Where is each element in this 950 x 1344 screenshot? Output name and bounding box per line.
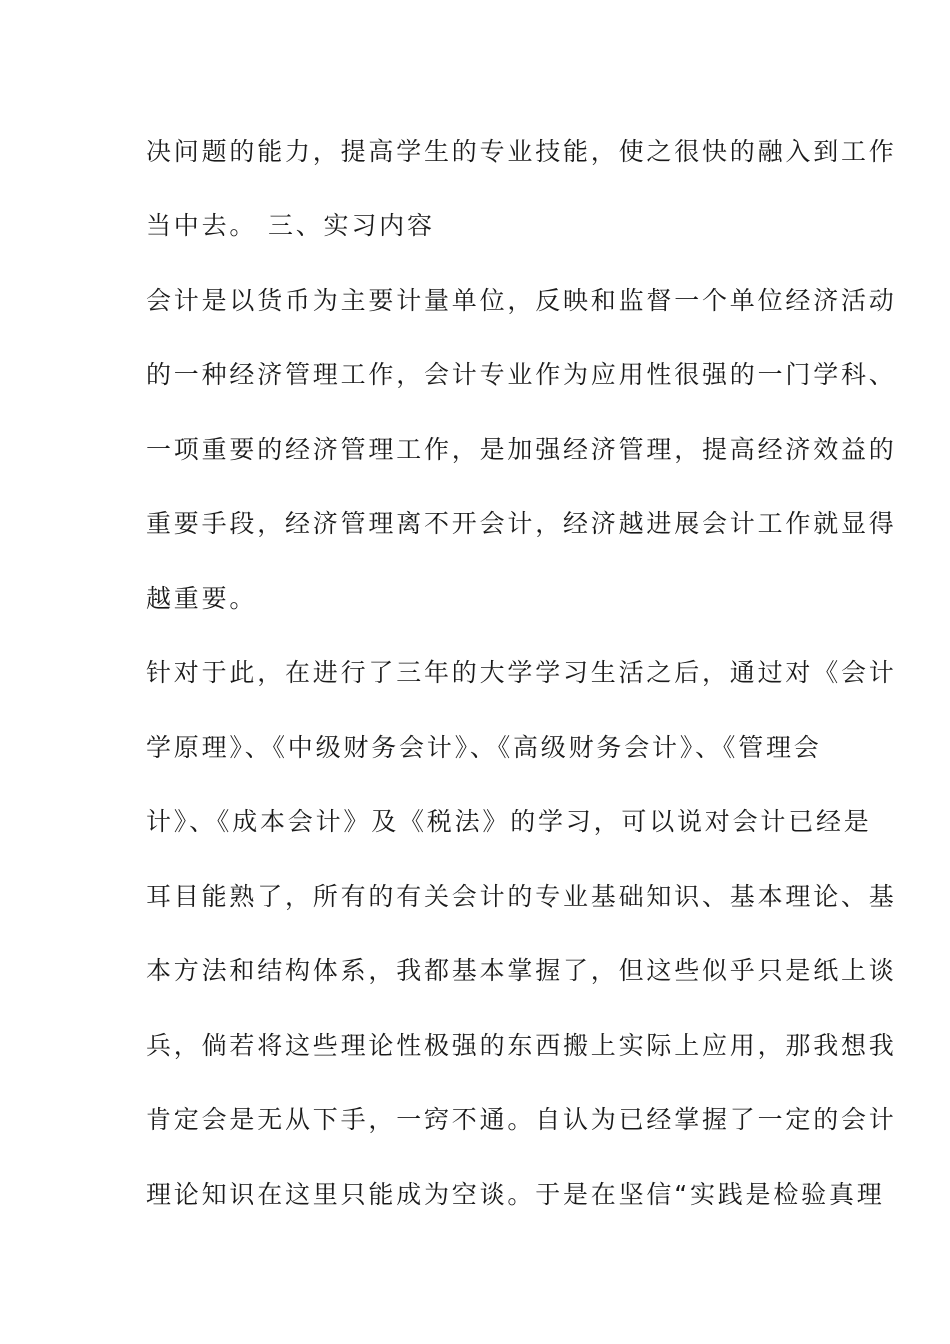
text-line: 的一种经济管理工作，会计专业作为应用性很强的一门学科、	[146, 360, 897, 389]
text-line: 当中去。 三、实习内容	[146, 211, 435, 240]
text-line: 肯定会是无从下手，一窍不通。自认为已经掌握了一定的会计	[146, 1105, 897, 1134]
text-line: 本方法和结构体系，我都基本掌握了，但这些似乎只是纸上谈	[146, 956, 897, 985]
text-line: 理论知识在这里只能成为空谈。于是在坚信“实践是检验真理	[146, 1180, 885, 1209]
text-line: 耳目能熟了，所有的有关会计的专业基础知识、基本理论、基	[146, 882, 897, 911]
text-line: 兵，倘若将这些理论性极强的东西搬上实际上应用，那我想我	[146, 1031, 897, 1060]
text-line: 针对于此，在进行了三年的大学学习生活之后，通过对《会计	[146, 658, 897, 687]
text-line: 会计是以货币为主要计量单位，反映和监督一个单位经济活动	[146, 286, 897, 315]
text-line: 计》、《成本会计》及《税法》的学习，可以说对会计已经是	[146, 807, 872, 836]
text-line: 决问题的能力，提高学生的专业技能，使之很快的融入到工作	[146, 137, 897, 166]
text-line: 越重要。	[146, 584, 258, 613]
text-line: 一项重要的经济管理工作，是加强经济管理，提高经济效益的	[146, 435, 897, 464]
text-line: 重要手段，经济管理离不开会计，经济越进展会计工作就显得	[146, 509, 897, 538]
text-line: 学原理》、《中级财务会计》、《高级财务会计》、《管理会	[146, 733, 822, 762]
